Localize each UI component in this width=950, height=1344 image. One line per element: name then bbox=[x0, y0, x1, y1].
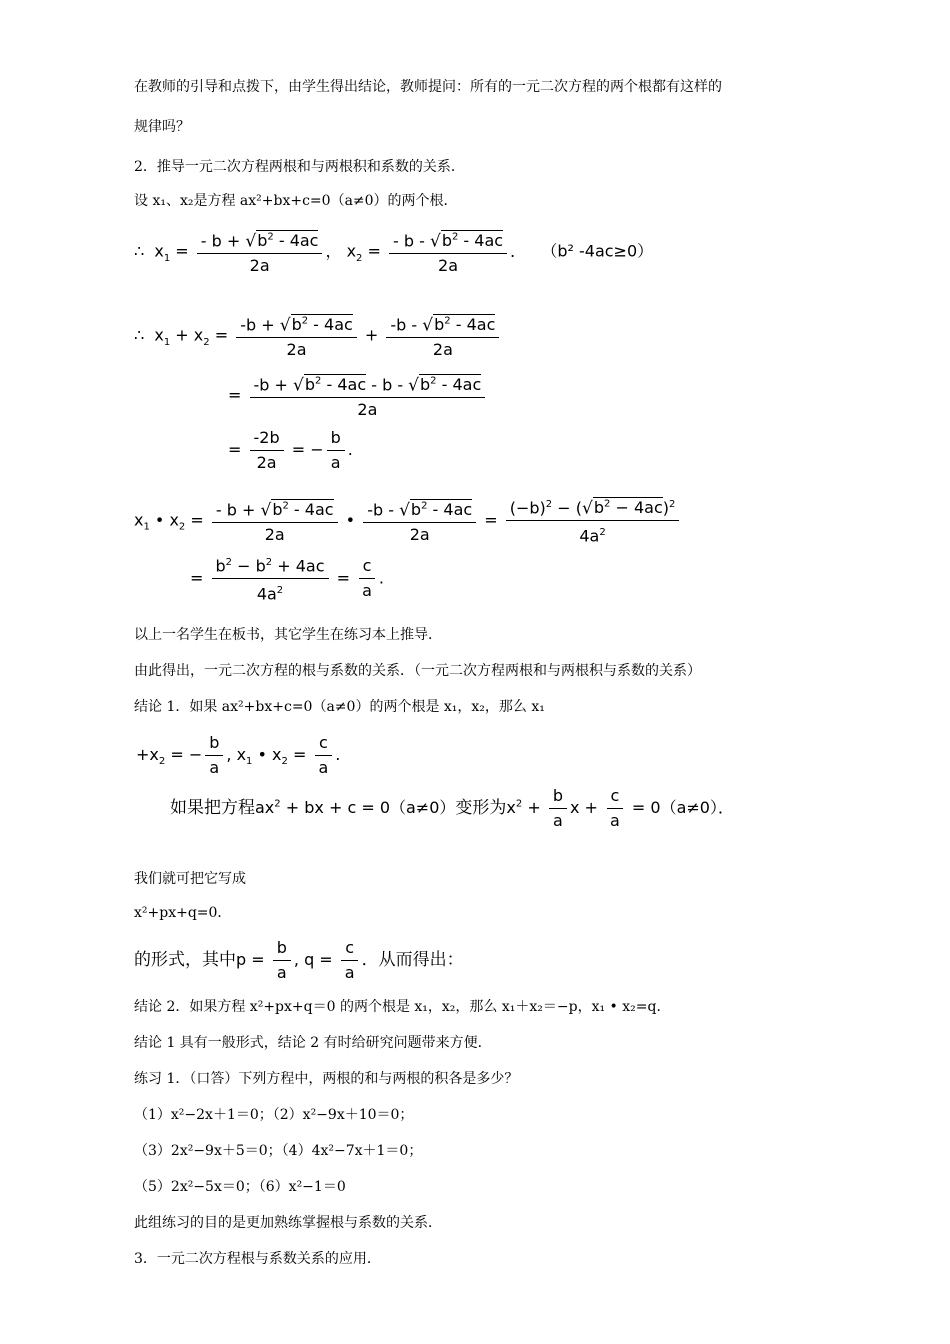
section-heading: 3．一元二次方程根与系数关系的应用． bbox=[134, 1251, 381, 1267]
formula-sum-step3: = $\frac{-2b}{2a}$ = − $\frac{b}{a}$ . bbox=[228, 428, 353, 472]
text-line: 此组练习的目的是更加熟练掌握根与系数的关系． bbox=[134, 1215, 442, 1231]
formula-product: $x_1$ • $x_2$ = $\frac{- b + √b^2 - 4ac}{2a}$ • $\frac{-b - √b^2 - 4ac}{2a}$ = $\frac{(-b)^2 - (√b^2 - 4ac)^2}{4a^2}$ bbox=[134, 495, 682, 547]
text-line: 设 x₁、x₂是方程 ax²+bx+c=0（a≠0）的两个根． bbox=[134, 193, 458, 209]
exercise-line: （1）x²−2x＋1＝0；（2）x²−9x＋10＝0； bbox=[134, 1107, 414, 1123]
text-line: 我们就可把它写成 bbox=[134, 871, 246, 887]
formula-conclusion-1: $+x_2$ = − $\frac{b}{a}$ , $x_1$ • $x_2$ = $\frac{c}{a}$ . bbox=[136, 733, 341, 777]
conclusion-2: 结论 2．如果方程 x²+px+q＝0 的两个根是 x₁，x₂，那么 x₁＋x₂＝−p，x₁ • x₂=q． bbox=[134, 999, 671, 1015]
exercise-heading: 练习 1．（口答）下列方程中，两根的和与两根的积各是多少？ bbox=[134, 1071, 519, 1087]
formula-sum-step2: = $\frac{-b + √b^2 - 4ac - b - √b^2 - 4ac}{2a}$ bbox=[228, 372, 488, 420]
text-line: x²+px+q=0． bbox=[134, 905, 232, 921]
text-line: 以上一名学生在板书，其它学生在练习本上推导． bbox=[134, 627, 442, 643]
text-line: 规律吗？ bbox=[134, 119, 190, 135]
formula-pq: 的形式，其中p = $\frac{b}{a}$ , q = $\frac{c}{a}$ ．从而得出： bbox=[134, 938, 464, 982]
exercise-line: （3）2x²−9x＋5＝0；（4）4x²−7x＋1＝0； bbox=[134, 1143, 423, 1159]
exercise-line: （5）2x²−5x＝0；（6）x²−1＝0 bbox=[134, 1179, 346, 1195]
formula-product-step2: = $\frac{b^2 - b^2 + 4ac}{4a^2}$ = $\frac{c}{a}$ . bbox=[190, 553, 384, 605]
text-line: 由此得出，一元二次方程的根与系数的关系．（一元二次方程两根和与两根积与系数的关系） bbox=[134, 663, 701, 679]
formula-sum: ∴ $x_1 + x_2$ = $\frac{-b + √b^2 - 4ac}{2a}$ + $\frac{-b - √b^2 - 4ac}{2a}$ bbox=[134, 312, 502, 360]
text-line: 在教师的引导和点拨下，由学生得出结论，教师提问：所有的一元二次方程的两个根都有这样的 bbox=[134, 79, 722, 95]
section-heading: 2．推导一元二次方程两根和与两根积和系数的关系． bbox=[134, 159, 465, 175]
formula-transform: 如果把方程$ax^2$ + bx + c = 0（a≠0）变形为$x^2$ + $\frac{b}{a}$ x + $\frac{c}{a}$ = 0（a≠0）． bbox=[170, 786, 734, 830]
formula-roots: ∴ $x_1$ = $\frac{- b + √b^2 - 4ac}{2a}$ ， $x_2$ = $\frac{- b - √b^2 - 4ac}{2a}$ ． （b² -4ac≥0） bbox=[134, 228, 653, 276]
conclusion-1: 结论 1．如果 ax²+bx+c=0（a≠0）的两个根是 x₁，x₂，那么 x₁ bbox=[134, 699, 545, 715]
text-line: 结论 1 具有一般形式，结论 2 有时给研究问题带来方便． bbox=[134, 1035, 492, 1051]
